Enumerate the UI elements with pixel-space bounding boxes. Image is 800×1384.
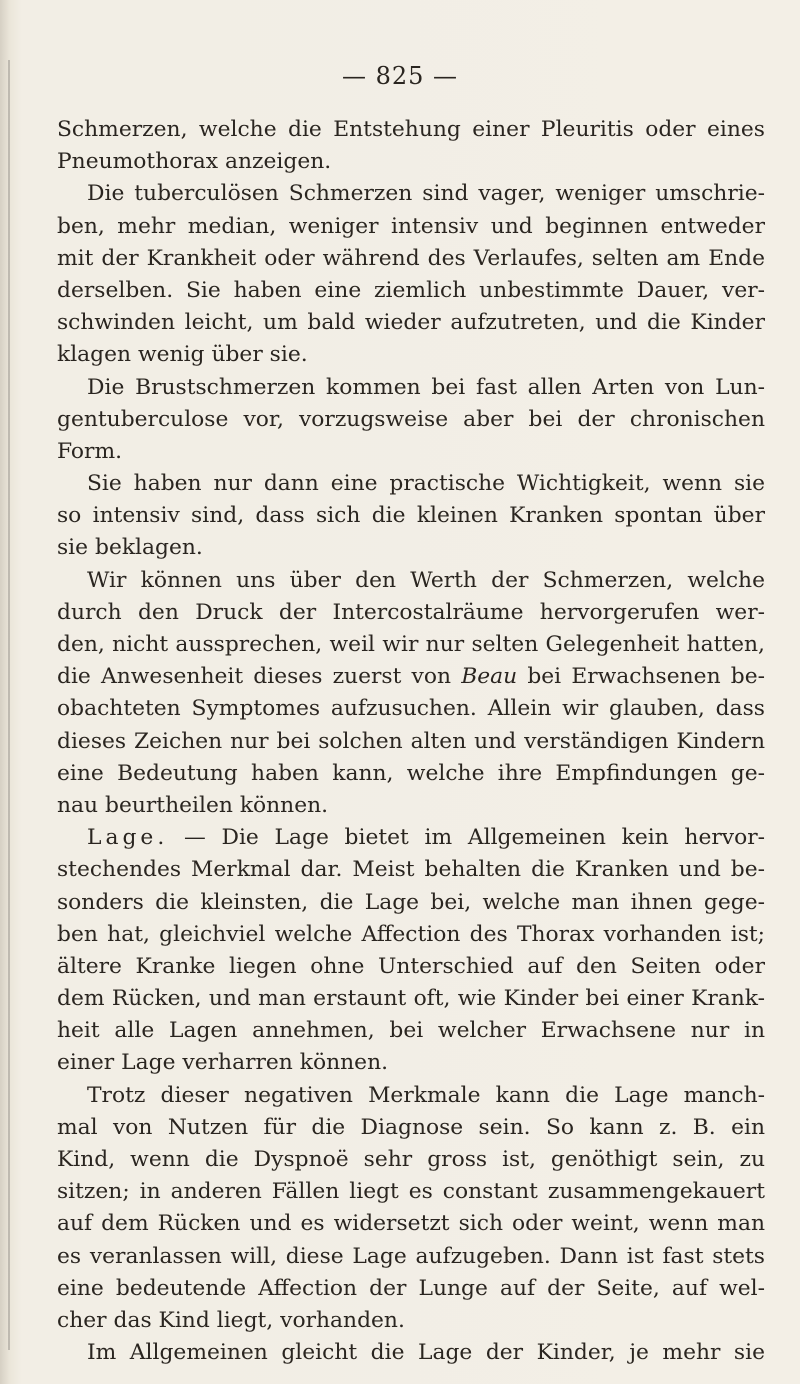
text-line: den, nicht aussprechen, weil wir nur selten Gelegenheit hatten, bbox=[57, 632, 765, 657]
section-start bbox=[57, 822, 765, 854]
text-line: so intensiv sind, dass sich die kleinen Kranken spontan über bbox=[57, 503, 765, 529]
text-line: einer Lage verharren können. bbox=[57, 1050, 389, 1076]
text-line: Schmerzen, welche die Entstehung einer Pleuritis oder eines bbox=[57, 117, 765, 142]
text-line: schwinden leicht, um bald wieder aufzutreten, und die Kinder bbox=[57, 310, 765, 336]
text-line: mal von Nutzen für die Diagnose sein. So kann z. B. ein bbox=[57, 1114, 765, 1140]
text-segment: — Die Lage bietet im Allgemeinen kein hervor- bbox=[183, 825, 765, 851]
text-line: mit der Krankheit oder während des Verlaufes, selten am Ende bbox=[57, 245, 765, 271]
text-line: eine Bedeutung haben kann, welche ihre Empfindungen ge- bbox=[57, 760, 765, 786]
text-line: Pneumothorax anzeigen. bbox=[57, 149, 332, 175]
text-line: dem Rücken, und man erstaunt oft, wie Kinder bei einer Krank- bbox=[57, 986, 765, 1012]
paragraph-start: Im Allgemeinen gleicht die Lage der Kinder, je mehr sie bbox=[87, 1340, 765, 1366]
text-line: obachteten Symptomes aufzusuchen. Allein wir glauben, dass bbox=[57, 696, 765, 722]
body-text bbox=[57, 114, 765, 1369]
text-line: ben hat, gleichviel welche Affection des Thorax vorhanden ist; bbox=[57, 921, 765, 947]
text-line: Form. bbox=[57, 438, 123, 464]
text-line: sitzen; in anderen Fällen liegt es constant zusammengekauert bbox=[57, 1179, 765, 1205]
text-line: ben, mehr median, weniger intensiv und beginnen entweder bbox=[57, 213, 765, 239]
text-line: es veranlassen will, diese Lage aufzugeben. Dann ist fast stets bbox=[57, 1243, 765, 1269]
paragraph-start: Wir können uns über den Werth der Schmerzen, welche bbox=[87, 567, 765, 593]
binding-edge bbox=[8, 60, 10, 1350]
text-line: ältere Kranke liegen ohne Unterschied auf den Seiten oder bbox=[57, 953, 765, 979]
text-line: sonders die kleinsten, die Lage bei, welche man ihnen gege- bbox=[57, 889, 765, 915]
text-line: dieses Zeichen nur bei solchen alten und verständigen Kindern bbox=[57, 728, 765, 754]
paragraph-start: Die Brustschmerzen kommen bei fast allen Arten von Lun- bbox=[87, 374, 765, 400]
text-line: sie beklagen. bbox=[57, 535, 203, 561]
text-line: klagen wenig über sie. bbox=[57, 342, 308, 368]
paragraph-start: Die tuberculösen Schmerzen sind vager, weniger umschrie- bbox=[87, 181, 765, 207]
text-line: durch den Druck der Intercostalräume hervorgerufen wer- bbox=[57, 599, 765, 625]
text-line: heit alle Lagen annehmen, bei welcher Erwachsene nur in bbox=[57, 1018, 765, 1044]
text-line: derselben. Sie haben eine ziemlich unbestimmte Dauer, ver- bbox=[57, 277, 765, 303]
text-line: eine bedeutende Affection der Lunge auf der Seite, auf wel- bbox=[57, 1275, 765, 1301]
text-line: nau beurtheilen können. bbox=[57, 792, 329, 818]
paragraph-start: Trotz dieser negativen Merkmale kann die Lage manch- bbox=[87, 1082, 765, 1108]
text-segment: bei Erwachsenen be- bbox=[527, 664, 765, 690]
text-line: cher das Kind liegt, vorhanden. bbox=[57, 1307, 405, 1333]
page-number: — 825 — bbox=[341, 62, 459, 90]
text-segment: die Anwesenheit dieses zuerst von bbox=[57, 664, 451, 690]
text-line: gentuberculose vor, vorzugsweise aber bei der chronischen bbox=[57, 406, 765, 432]
author-name: Beau bbox=[461, 664, 518, 690]
text-line: auf dem Rücken und es widersetzt sich oder weint, wenn man bbox=[57, 1211, 765, 1237]
text-line-with-name bbox=[57, 661, 765, 693]
text-line: Kind, wenn die Dyspnoë sehr gross ist, genöthigt sein, zu bbox=[57, 1147, 765, 1172]
paragraph-start: Sie haben nur dann eine practische Wichtigkeit, wenn sie bbox=[87, 471, 765, 497]
section-heading: Lage. bbox=[87, 825, 169, 851]
text-line: stechendes Merkmal dar. Meist behalten die Kranken und be- bbox=[57, 857, 765, 883]
